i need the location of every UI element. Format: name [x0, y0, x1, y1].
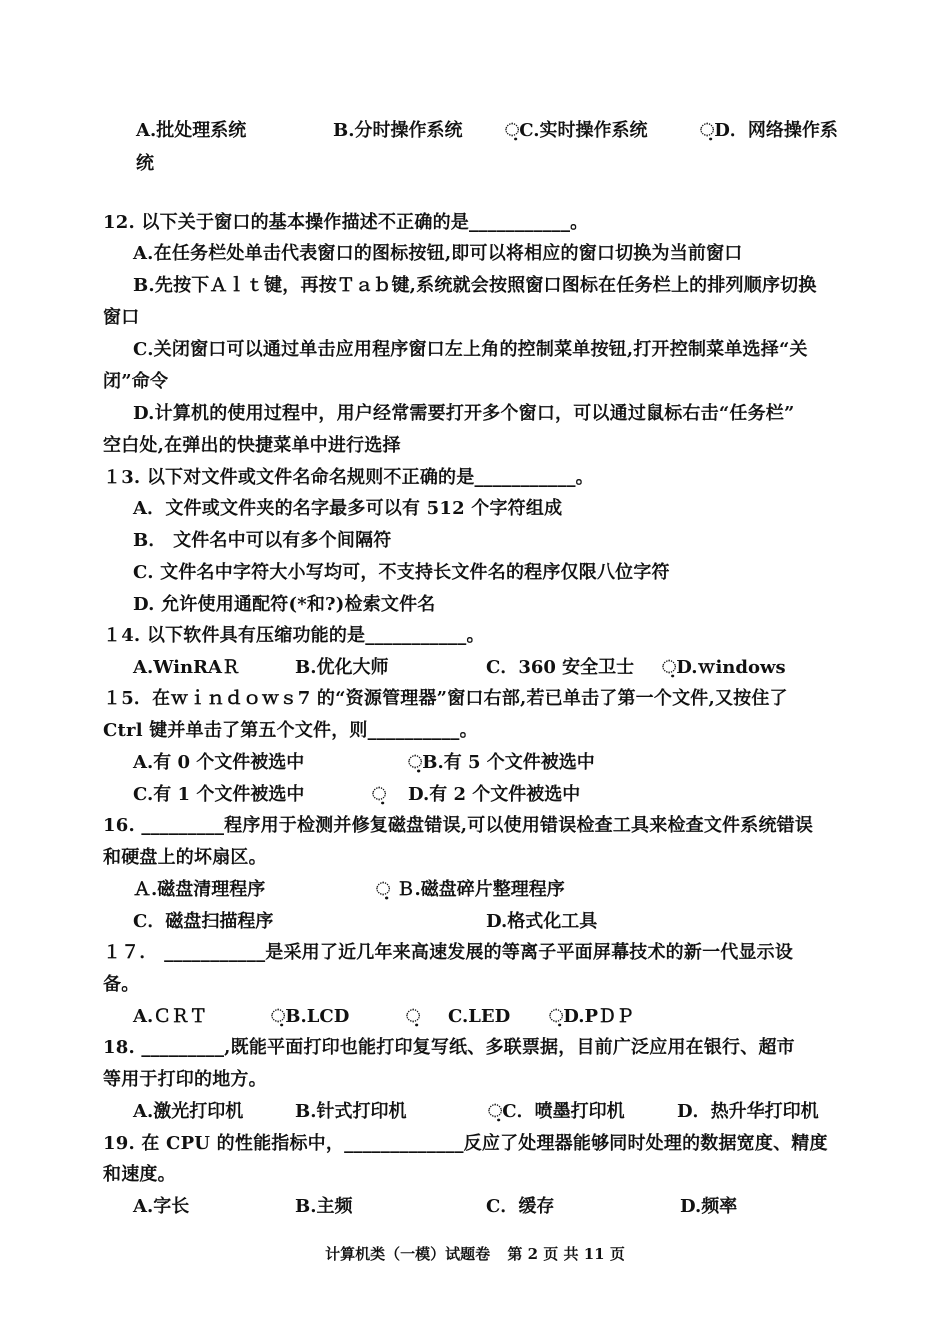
q18-stem-continued: 等用于打印的地方。	[103, 1069, 267, 1090]
q12-option-b: B.先按下Ａｌｔ键，再按Ｔａｂ键,系统就会按照窗口图标在任务栏上的排列顺序切换	[133, 275, 817, 296]
q19-stem: 19. 在 CPU 的性能指标中，_____________反应了处理器能够同时处理的数据宽度、精度	[103, 1133, 828, 1154]
q15-option-a: A.有 0 个文件被选中	[133, 752, 305, 773]
q15-stem-continued: Ctrl 键并单击了第五个文件，则__________。	[103, 720, 478, 741]
q15-option-b: ଼଼B.有 5 个文件被选中	[408, 752, 595, 773]
q12-option-c: C.关闭窗口可以通过单击应用程序窗口左上角的控制菜单按钮,打开控制菜单选择“关	[133, 339, 808, 360]
q11-option-a: A.批处理系统	[136, 120, 247, 141]
page-footer	[0, 1244, 950, 1264]
q17-option-d: ଼D.PＤＰ	[549, 1006, 635, 1027]
q12-option-a: A.在任务栏处单击代表窗口的图标按钮,即可以将相应的窗口切换为当前窗口	[133, 243, 743, 264]
q12-option-d: D.计算机的使用过程中，用户经常需要打开多个窗口，可以通过鼠标右击“任务栏”	[133, 403, 795, 424]
q12-option-b-continued: 窗口	[103, 307, 140, 328]
q18-option-c: ଼C．喷墨打印机	[488, 1101, 625, 1122]
q15-option-c: C.有 1 个文件被选中	[133, 784, 305, 805]
q11-option-d-continued: 统	[136, 153, 155, 174]
q15-option-d: D.有 2 个文件被选中	[408, 784, 581, 805]
q12-option-c-continued: 闭”命令	[103, 371, 169, 392]
q17-stem-continued: 备。	[103, 974, 140, 995]
q13-stem: １3. 以下对文件或文件名命名规则不正确的是___________。	[103, 467, 594, 488]
q14-option-c: C．360 安全卫士	[486, 657, 635, 678]
q18-option-d: D．热升华打印机	[677, 1101, 819, 1122]
q13-option-d: D. 允许使用通配符(*和?)检索文件名	[133, 594, 436, 615]
q17-stem: １７． ___________是采用了近几年来高速发展的等离子平面屏幕技术的新一代显示设	[103, 942, 794, 963]
q13-option-b: B． 文件名中可以有多个间隔符	[133, 530, 392, 551]
q18-option-a: A.激光打印机	[133, 1101, 244, 1122]
q16-stem-continued: 和硬盘上的坏扇区。	[103, 847, 267, 868]
q17-option-mark: ଼	[406, 1006, 421, 1027]
q11-option-b: B.分时操作系统	[333, 120, 463, 141]
q14-option-a: A.WinRAＲ	[133, 657, 240, 678]
q17-option-b: ଼B.LCD	[271, 1006, 350, 1027]
q19-option-c: C．缓存	[486, 1196, 555, 1217]
q16-option-c: C．磁盘扫描程序	[133, 911, 274, 932]
q13-option-a: A．文件或文件夹的名字最多可以有 512 个字符组成	[133, 498, 563, 519]
q14-option-d: ଼D.ｗindows	[662, 657, 786, 678]
q13-option-c: C. 文件名中字符大小写均可，不支持长文件名的程序仅限八位字符	[133, 562, 670, 583]
q18-option-b: B.针式打印机	[295, 1101, 407, 1122]
q11-option-c: ଼C.实时操作系统	[505, 120, 648, 141]
q12-option-d-continued: 空白处,在弹出的快捷菜单中进行选择	[103, 435, 401, 456]
q17-option-c: C.LED	[448, 1006, 511, 1027]
q14-stem: １4. 以下软件具有压缩功能的是___________。	[103, 625, 485, 646]
q14-option-b: B.优化大师	[295, 657, 389, 678]
q18-stem: 18. _________,既能平面打印也能打印复写纸、多联票据，目前广泛应用在银行、超市	[103, 1037, 795, 1058]
q19-option-a: A.字长	[133, 1196, 190, 1217]
q12-stem: 12. 以下关于窗口的基本操作描述不正确的是___________。	[103, 212, 589, 233]
q19-option-b: B.主频	[295, 1196, 353, 1217]
footer-page-number: 第 2 页 共 11 页	[507, 1245, 625, 1263]
q17-option-a: A.ＣＲＴ	[133, 1006, 208, 1027]
q16-option-d: D.格式化工具	[486, 911, 598, 932]
q11-option-d: ଼D．网络操作系	[700, 120, 838, 141]
q19-option-d: D.频率	[680, 1196, 738, 1217]
q15-option-c-mark: ଼	[372, 784, 387, 805]
footer-exam-title: 计算机类（一模）试题卷	[325, 1245, 491, 1263]
q19-stem-continued: 和速度。	[103, 1164, 176, 1185]
q15-stem: １5．在ｗｉｎｄｏｗｓ7 的“资源管理器”窗口右部,若已单击了第一个文件,又按住了	[103, 688, 788, 709]
q16-option-a: Ａ.磁盘清理程序	[133, 879, 266, 900]
q16-stem: 16. _________程序用于检测并修复磁盘错误,可以使用错误检查工具来检查文件系统错误	[103, 815, 814, 836]
q16-option-b: ଼଼ Ｂ.磁盘碎片整理程序	[376, 879, 565, 900]
